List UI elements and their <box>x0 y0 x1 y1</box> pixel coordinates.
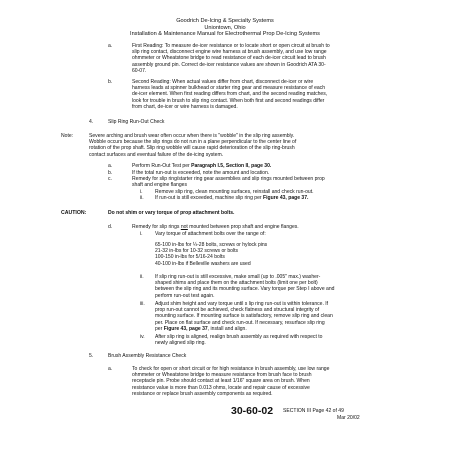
item-4d-iii-line: Adjust shim height and vary torque until s lip ring run-out is within tolerance. If <box>155 301 329 307</box>
item-b-line: from chart, de-icer or wire harness is damaged. <box>132 103 238 110</box>
note-line: Wobble occurs because the slip rings do not run in a plane perpendicular to the center line of <box>89 139 297 146</box>
section-5-title: Brush Assembly Resistance Check <box>108 353 187 359</box>
torque-item: 65-100 in-lbs for ¼-28 bolts, screws or hylock pins <box>155 242 268 248</box>
section-5-number: 5. <box>89 353 94 359</box>
item-4d-iv-text <box>155 334 322 346</box>
footer-date: Mar 20/02 <box>337 415 360 421</box>
item-a-line: First Reading: To measure de-icer resistance or to locate short or open circuit at brush to <box>132 43 330 49</box>
item-4c-line: shaft and engine flanges <box>132 182 187 189</box>
item-4d-iii-last-pre: per <box>155 325 164 332</box>
item-4d-post: mounted between prop shaft and engine flanges. <box>187 224 299 230</box>
item-5a-line: ohmmeter or Wheatstone bridge to measure resistance from brush face to brush <box>132 372 312 379</box>
torque-item: 40-100 in-lbs if Belleville washers are used <box>155 260 251 267</box>
item-4c-line: Remedy for slip ring/starter ring gear assemblies and slip rings mounted between prop <box>132 176 325 182</box>
section-4-title: Slip Ring Run-Out Check <box>108 119 165 125</box>
item-4d-iii-last-post: , install and align. <box>207 325 247 332</box>
item-4d-iii-line: mounting surface. If mounting surface is satisfactory, remove slip ring and clean <box>155 313 333 320</box>
item-4d-i-label: i. <box>140 230 143 237</box>
item-4a-label: a. <box>108 163 113 169</box>
caution-text: Do not shim or vary torque of prop attachment bolts. <box>108 210 235 216</box>
item-4a-pre: Perform Run-Out Test per <box>132 163 192 169</box>
item-b-label: b. <box>108 79 113 85</box>
item-4d-ii-line: between the slip ring and its mounting surface. Vary torque per Step I above and <box>155 286 335 293</box>
item-4d-iv-line: After slip ring is aligned, realign brush assembly as required with respect to <box>155 334 323 340</box>
item-a-line: ohmmeter or Wheatstone bridge to read resistance of each de-icer circuit lead to brush <box>132 55 326 62</box>
item-4c-i-text: Remove slip ring, clean mounting surfaces, reinstall and check run-out. <box>155 188 314 195</box>
figure-reference: Figure 43, page 37 <box>163 325 208 332</box>
item-4d-label: d. <box>108 224 113 230</box>
header-city: Uniontown, Ohio <box>204 24 246 31</box>
item-4c-ii-pre: If run-out is still exceeded, machine slip ring per <box>155 195 263 201</box>
item-4c-text <box>132 176 325 188</box>
torque-item: 21-32 in-lbs for 10-32 screws or bolts <box>155 248 239 255</box>
footer-section-page: SECTION III Page 42 of 49 <box>283 408 344 414</box>
item-4d-iii-line: prop run-out cannot be achieved, check flatness and structural integrity of <box>155 307 320 314</box>
item-5a-text <box>132 366 329 397</box>
note-line: rotation of the prop shaft. Slip ring wobble will cause rapid deterioration of the slip ring-brush <box>89 145 295 152</box>
item-4a-text <box>132 163 271 169</box>
item-4c-i-label: i. <box>140 188 143 195</box>
item-4b-text: If the total run-out is exceeded, note the amount and location. <box>132 169 270 176</box>
item-4c-ii-label: ii. <box>140 195 144 201</box>
header-manual-title: Installation & Maintenance Manual for Electrothermal Prop De-Icing Systems <box>130 31 320 38</box>
item-4d-iii-text <box>155 301 333 332</box>
item-b-line: harness leads at spinner bulkhead or starter ring gear and measure resistance of each <box>132 85 326 92</box>
torque-list <box>155 242 267 267</box>
item-5a-label: a. <box>108 366 113 372</box>
item-4b-label: b. <box>108 169 113 176</box>
item-4d-iv-line: newly aligned slip ring. <box>155 340 206 347</box>
item-4d-text <box>132 224 299 230</box>
header-company: Goodrich De-Icing & Specialty Systems <box>176 18 274 24</box>
note-label: Note: <box>61 133 74 139</box>
item-5a-line: resistance or replace brush assembly components as required. <box>132 390 273 397</box>
section-4-number: 4. <box>89 119 94 125</box>
item-4d-i-text: Vary torque of attachment bolts over the range of: <box>155 230 266 237</box>
item-b-line: de-icer element. When first reading differs from chart, and the second reading matches, <box>132 91 328 98</box>
item-b-text <box>132 79 327 110</box>
note-line: Severe arching and brush wear often occur when there is "wobble" in the slip ring assembly. <box>89 133 295 139</box>
item-4d-iii-line: per. Place on flat surface and check run-out. If necessary, resurface slip ring <box>155 319 325 326</box>
item-4d-ii-text <box>155 274 334 299</box>
item-a-label: a. <box>108 43 113 49</box>
item-4d-underlined: not <box>180 224 188 230</box>
item-5a-line: receptacle pin. Probe should contact at least 1/16" square area on brush. When <box>132 378 310 385</box>
note-line: contact surfaces and eventual failure of the de-icing system. <box>89 151 224 158</box>
item-4d-pre: Remedy for slip rings <box>132 224 181 230</box>
item-4d-ii-line: If slip ring run-out is still excessive, make small (up to .005" max.) washer- <box>155 274 321 280</box>
note-text <box>89 133 296 158</box>
footer-ata-code: 30-60-02 <box>231 405 274 417</box>
item-a-line: assembly ground pin. Correct de-icer resistance values are shown in Goodrich ATA 30- <box>132 61 326 68</box>
item-4d-iv-label: iv. <box>140 334 145 340</box>
item-4d-ii-label: ii. <box>140 274 144 280</box>
item-5a-line: resistance value is more than 0.013 ohms, locate and repair cause of excessive <box>132 384 310 391</box>
figure-reference: Figure 43, page 37. <box>263 195 309 201</box>
item-b-line: Second Reading: When actual values differ from chart, disconnect de-icer or wire <box>132 79 314 85</box>
item-4d-ii-line: shaped shims and place them on the attachment bolts (limit one per bolt) <box>155 280 318 287</box>
item-4c-label: c. <box>108 176 112 182</box>
item-4c-ii-text <box>155 195 308 201</box>
item-a-line: 60-07. <box>132 67 147 74</box>
item-b-line: look for trouble in brush to slip ring contact. When both first and second readings differ <box>132 97 325 104</box>
torque-item: 100-150 in-lbs for 5/16-24 bolts <box>155 254 225 261</box>
item-a-text <box>132 43 330 74</box>
caution-label: CAUTION: <box>61 210 87 216</box>
item-4d-iii-line <box>155 326 333 332</box>
item-a-line: slip ring contact, disconnect engine wire harness at brush assembly, and use low range <box>132 49 327 56</box>
item-4d-ii-line: perform run-out test again. <box>155 292 215 299</box>
item-4d-iii-label: iii. <box>140 301 145 307</box>
item-5a-line: To check for open or short circuit or for high resistance in brush assembly, use low range <box>132 366 330 372</box>
paragraph-reference: Paragraph I.5, Section II, page 30. <box>191 163 272 169</box>
